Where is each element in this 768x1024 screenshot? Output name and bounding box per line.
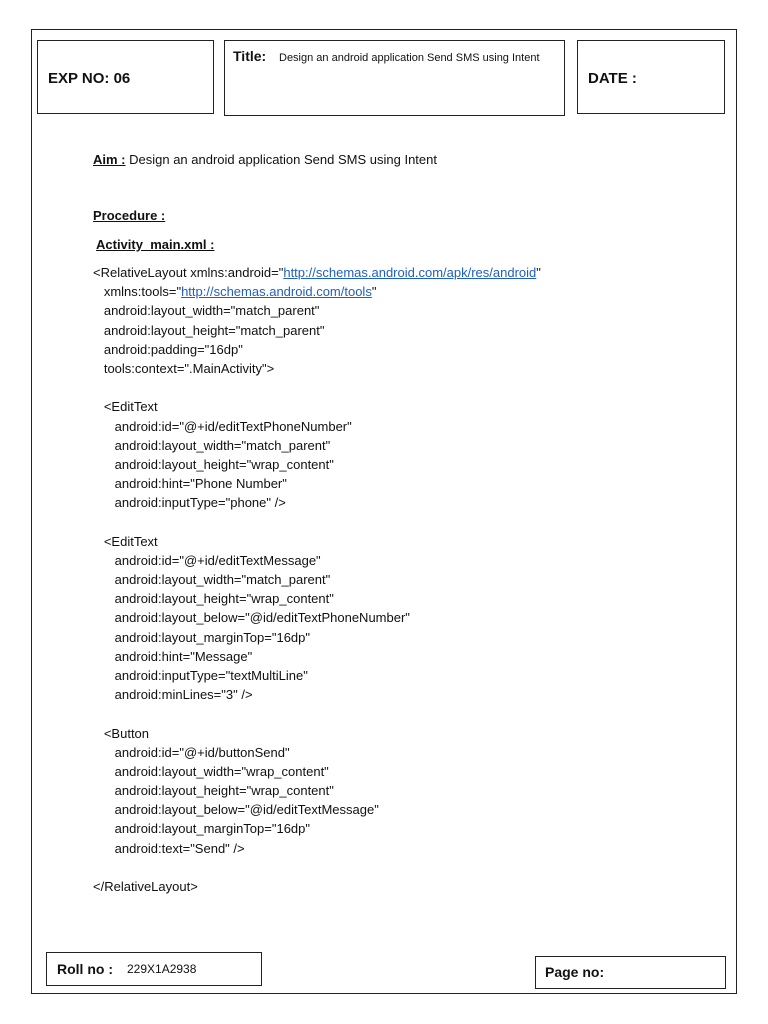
page-no-label: Page no: <box>545 964 605 980</box>
exp-no-box <box>37 40 214 114</box>
page-no-box <box>535 956 726 989</box>
date-box <box>577 40 725 114</box>
code-line: android:layout_marginTop="16dp" <box>93 821 311 837</box>
tools-schema-link[interactable]: http://schemas.android.com/tools <box>181 284 372 300</box>
code-line: android:id="@+id/editTextMessage" <box>93 552 321 568</box>
code-line: <Button <box>93 725 150 741</box>
code-text: xmlns:tools=" <box>93 284 182 300</box>
aim-line <box>93 152 437 167</box>
code-line: android:minLines="3" /> <box>93 687 253 703</box>
code-line: </RelativeLayout> <box>93 879 198 894</box>
code-line: <EditText <box>93 399 158 415</box>
code-line: android:layout_marginTop="16dp" <box>93 629 311 645</box>
title-text-wrap <box>233 50 553 67</box>
aim-label: Aim : <box>93 152 126 167</box>
title-text: Design an android application Send SMS using Intent <box>279 52 540 64</box>
code-line <box>93 263 541 282</box>
aim-text: Design an android application Send SMS using Intent <box>125 152 437 167</box>
title-box <box>224 40 565 116</box>
android-schema-link[interactable]: http://schemas.android.com/apk/res/android <box>283 265 537 280</box>
code-line: android:layout_height="wrap_content" <box>93 783 334 799</box>
code-line: android:hint="Message" <box>93 648 253 664</box>
exp-no-label: EXP NO: 06 <box>48 70 131 87</box>
code-text: " <box>536 265 541 280</box>
code-line: <EditText <box>93 533 158 549</box>
code-line <box>93 378 541 397</box>
code-line: android:layout_height="wrap_content" <box>93 456 334 472</box>
title-label: Title: <box>233 48 267 64</box>
code-line: android:inputType="textMultiLine" <box>93 667 308 683</box>
code-line: android:layout_width="match_parent" <box>93 303 320 319</box>
code-line <box>93 512 541 531</box>
code-line: android:id="@+id/buttonSend" <box>93 744 290 760</box>
code-text: " <box>371 284 377 300</box>
roll-no-label: Roll no : <box>57 961 113 977</box>
code-line <box>93 704 541 723</box>
code-line <box>93 858 541 877</box>
code-line: android:layout_width="wrap_content" <box>93 763 329 779</box>
code-line: android:layout_below="@id/editTextMessage" <box>93 802 379 818</box>
roll-no-box <box>46 952 262 986</box>
code-line <box>93 282 541 301</box>
activity-heading: Activity_main.xml : <box>96 237 215 252</box>
code-block <box>93 263 541 896</box>
code-line: android:layout_height="match_parent" <box>93 322 325 338</box>
roll-no-value: 229X1A2938 <box>127 962 197 976</box>
code-text: <RelativeLayout xmlns:android=" <box>93 265 284 280</box>
code-line: android:text="Send" /> <box>93 840 245 856</box>
code-line: tools:context=".MainActivity"> <box>93 360 275 376</box>
procedure-heading: Procedure : <box>93 208 166 223</box>
code-line: android:inputType="phone" /> <box>93 495 286 511</box>
code-line: android:layout_width="match_parent" <box>93 437 331 453</box>
code-line: android:padding="16dp" <box>93 341 243 357</box>
code-line: android:id="@+id/editTextPhoneNumber" <box>93 418 352 434</box>
code-line: android:hint="Phone Number" <box>93 476 287 492</box>
code-line: android:layout_width="match_parent" <box>93 572 331 587</box>
code-line: android:layout_height="wrap_content" <box>93 591 334 607</box>
date-label: DATE : <box>588 70 637 87</box>
code-lines <box>93 301 541 896</box>
code-line: android:layout_below="@id/editTextPhoneNumber" <box>93 610 410 626</box>
